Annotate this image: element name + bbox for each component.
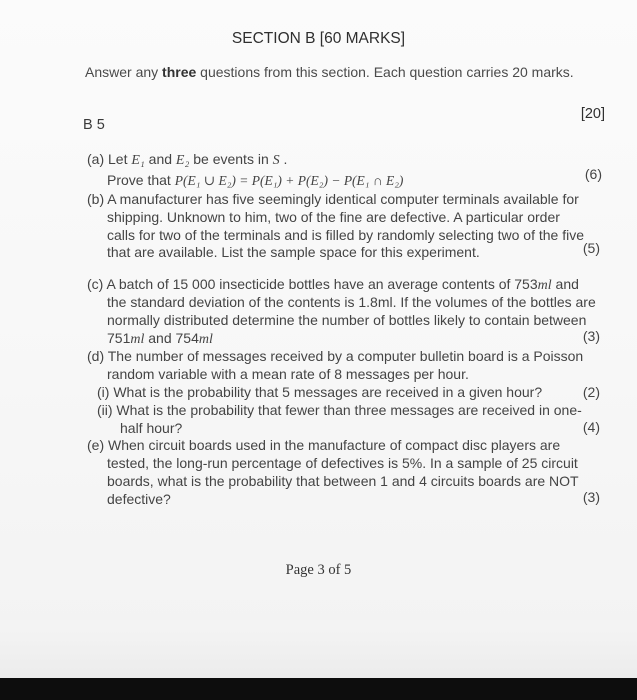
question-d-line1: (d) The number of messages received by a computer bulletin board is a Poisson: [87, 348, 584, 364]
q-c-unit2: ml: [198, 332, 213, 347]
question-number: B 5: [83, 117, 105, 133]
q-c-text1-end: and: [551, 276, 579, 292]
q-c-val1: 751: [107, 330, 131, 346]
question-c-marks: (3): [582, 328, 600, 344]
q-c-text1: (c) A batch of 15 000 insecticide bottles have an average contents of 753: [87, 276, 538, 292]
q-a-text: (a) Let: [87, 151, 132, 167]
q-a-sample-space: S: [272, 153, 280, 168]
instruction-text-post: questions from this section. Each question carries 20 marks.: [196, 64, 574, 80]
question-b-line4: that are available. List the sample space for this experiment.: [107, 244, 480, 260]
question-a-line2: [107, 172, 403, 189]
question-b-line2: shipping. Unknown to him, two of the fine are defective. A particular order: [107, 209, 560, 225]
q-a-and: and: [144, 151, 176, 167]
question-d-ii-line1: (ii) What is the probability that fewer than three messages are received in one-: [97, 402, 582, 418]
section-title: SECTION B [60 MARKS]: [231, 30, 406, 47]
question-a-marks: (6): [584, 166, 602, 182]
question-e-line4: defective?: [107, 491, 171, 507]
q-c-unit1: ml: [130, 332, 145, 347]
page-shadow: [0, 630, 637, 678]
question-e-line3: boards, what is the probability that between 1 and 4 circuits boards are NOT: [107, 473, 579, 489]
question-c-line1: [87, 276, 579, 294]
question-e-line2: tested, the long-run percentage of defectives is 5%. In a sample of 25 circuit: [107, 455, 578, 471]
question-b-line3: calls for two of the terminals and is filled by randomly selecting two of the five: [107, 227, 584, 243]
question-d-line2: random variable with a mean rate of 8 messages per hour.: [107, 366, 469, 382]
q-a-prove: Prove that: [107, 172, 175, 188]
question-c-line4: [107, 330, 213, 348]
q-a-formula: P(E₁ ∪ E₂) = P(E₁) + P(E₂) − P(E₁ ∩ E₂): [174, 173, 404, 188]
section-instruction: [85, 64, 574, 80]
question-b-marks: (5): [582, 240, 600, 256]
q-a-event2: E₂: [175, 153, 190, 168]
question-d-ii-line2: half hour?: [120, 420, 183, 436]
q-a-mid: be events in: [189, 151, 273, 167]
q-c-unit: ml: [537, 278, 552, 293]
question-d-i: (i) What is the probability that 5 messages are received in a given hour?: [97, 384, 543, 400]
bottom-bar: [0, 678, 637, 700]
question-c-line2: the standard deviation of the contents is 1.8ml. If the volumes of the bottles are: [107, 294, 596, 310]
question-e-line1: (e) When circuit boards used in the manufacture of compact disc players are: [87, 437, 561, 453]
page-number: Page 3 of 5: [285, 562, 352, 578]
q-a-end: .: [279, 151, 288, 167]
question-d-ii-marks: (4): [582, 419, 600, 435]
instruction-text-bold: three: [162, 64, 197, 80]
question-a-line1: [87, 151, 287, 169]
question-c-line3: normally distributed determine the number of bottles likely to contain between: [107, 312, 587, 328]
q-a-event1: E₁: [131, 153, 145, 168]
question-e-marks: (3): [582, 489, 600, 505]
q-c-val2: and 754: [144, 330, 199, 346]
instruction-text-pre: Answer any: [85, 64, 163, 80]
question-total-marks: [20]: [580, 106, 605, 122]
question-b-line1: (b) A manufacturer has five seemingly identical computer terminals available for: [87, 191, 579, 207]
question-d-i-marks: (2): [582, 384, 600, 400]
